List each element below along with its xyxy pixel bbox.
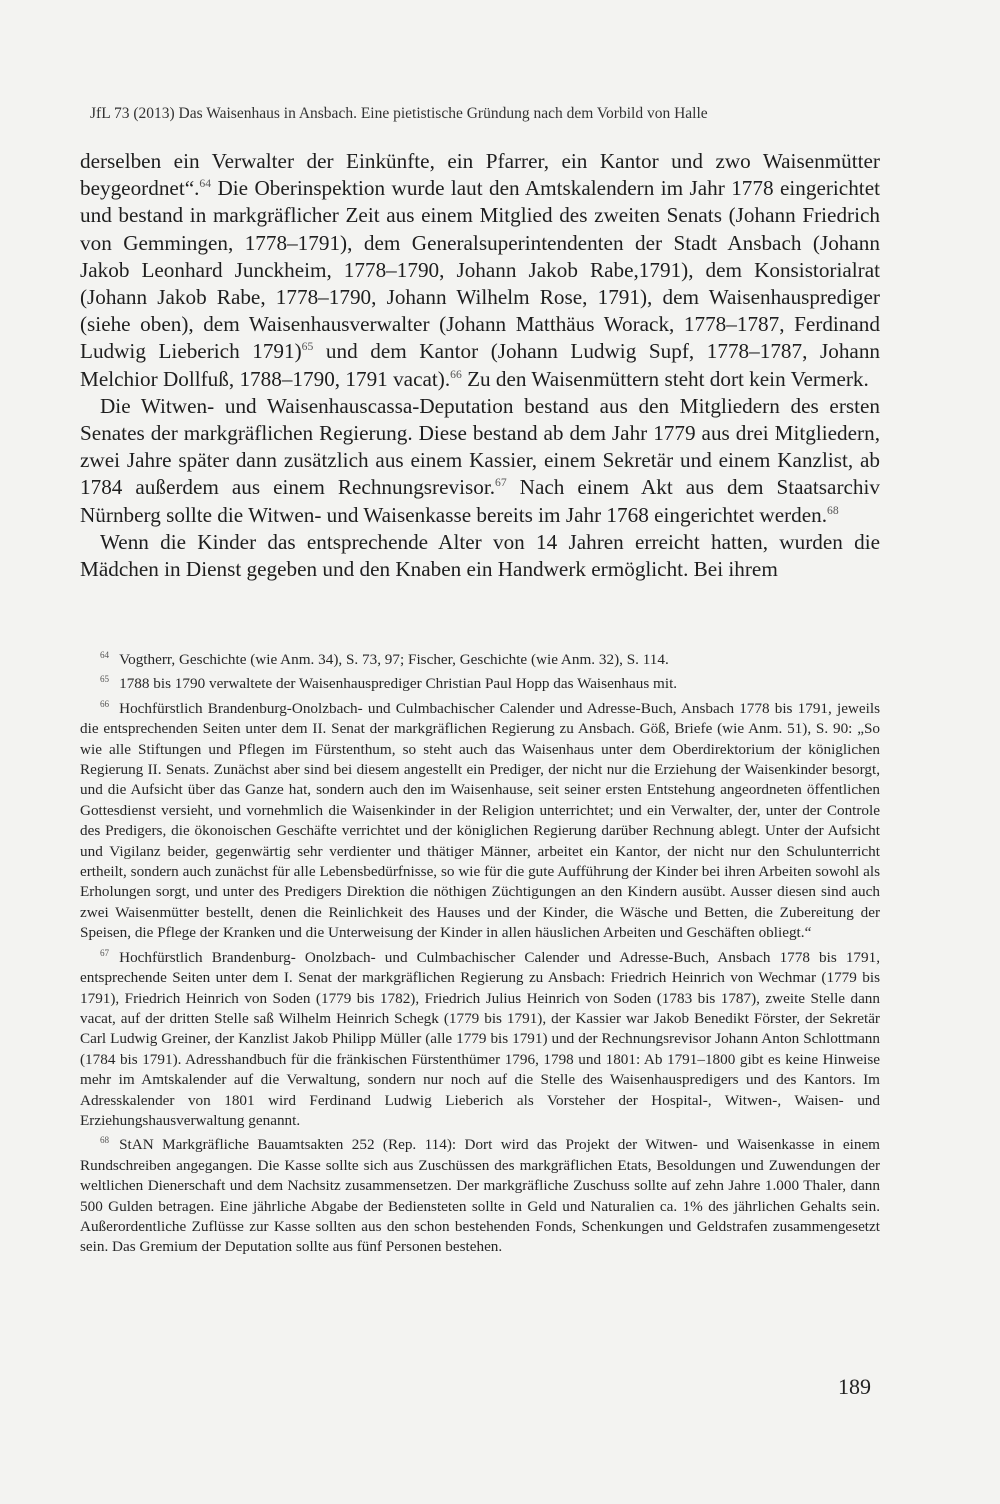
footnote-number: 65 xyxy=(100,674,110,685)
running-header: JfL 73 (2013) Das Waisenhaus in Ansbach. Eine pietistische Gründung nach dem Vorbild von Halle xyxy=(90,105,708,122)
footnote-text: StAN Markgräfliche Bauamtsakten 252 (Rep. 114): Dort wird das Projekt der Witwen- und Waisenkasse in einem Rundschreiben angegangen. Die Kasse sollte sich aus Zuschüssen des markgräflichen Etats, Besoldungen und Zuwendungen der weltlichen Dienerschaft und dem Nachsitz zusammensetzen. Der markgräfliche Zuschuss sollte auf zehn Jahre 1.000 Thaler, dann 500 Gulden betragen. Eine jährliche Abgabe der Bediensteten sollte in Geld und Naturalien ca. 1% des jährlichen Gehalts sein. Außerordentliche Zuflüsse zur Kasse sollten aus den schon bestehenden Fonds, Schenkungen und Geldstrafen zusammengesetzt sein. Das Gremium der Deputation sollte aus fünf Personen bestehen. xyxy=(80,1136,880,1256)
text-run: derselben ein Verwalter der Einkünfte, ein Pfarrer, ein Kantor und zwo Waisenmütter beygeordnet“. xyxy=(80,149,880,201)
page-number: 189 xyxy=(838,1374,871,1399)
footnote-number: 64 xyxy=(100,649,110,660)
text-run: Zu den Waisenmüttern steht dort kein Vermerk. xyxy=(461,366,869,391)
text-run: Die Witwen- und Waisenhauscassa-Deputation bestand aus den Mitgliedern des ersten Senates der markgräflichen Regierung. Diese bestand ab dem Jahr 1779 aus drei Mitgliedern, zwei Jahre später dann zusätzlich aus einem Kassier, einem Sekretär und einem Kanzlist, ab 1784 außerdem aus einem Rechnungsrevisor. xyxy=(80,393,880,500)
footnote-ref[interactable]: 68 xyxy=(827,503,839,517)
main-text xyxy=(80,148,880,583)
footnote-ref[interactable]: 67 xyxy=(495,476,507,490)
footnote xyxy=(80,650,880,670)
footnotes xyxy=(80,650,880,1262)
footnote xyxy=(80,1135,880,1257)
text-run: und dem Kantor (Johann Ludwig Supf, 1778–1787, Johann Melchior Dollfuß, 1788–1790, 1791 vacat). xyxy=(80,339,881,391)
text-run: Nach einem Akt aus dem Staatsarchiv Nürnberg sollte die Witwen- und Waisenkasse bereits im Jahr 1768 eingerichtet werden. xyxy=(80,475,880,527)
paragraph xyxy=(80,529,880,583)
footnote-text: Hochfürstlich Brandenburg- Onolzbach- und Culmbachischer Calender und Adresse-Buch, Ansbach 1778 bis 1791, entsprechende Seiten unter dem I. Senat der markgräflichen Regierung zu Ansbach: Friedrich Heinrich von Wechmar (1779 bis 1791), Friedrich Heinrich von Soden (1779 bis 1782), Friedrich Julius Heinrich von Soden (1783 bis 1787), zweite Stelle dann vacat, auf der dritten Stelle saß Wilhelm Heinrich Schegk (1779 bis 1791), der Kassier war Jakob Benedikt Förster, der Sekretär Carl Ludwig Greiner, der Kanzlist Jakob Philipp Müller (alle 1779 bis 1791) und der Rechnungsrevisor Johann Anton Schlottmann (1784 bis 1791). Adresshandbuch für die fränkischen Fürstenthümer 1796, 1798 und 1801: Ab 1791–1800 gibt es keine Hinweise mehr im Amtskalender auf die Verwaltung, sondern nur noch auf die Stelle des Waisenhauspredigers und des Kantors. Im Adresskalender von 1801 wird Ferdinand Ludwig Lieberich als Vorsteher der Hospital-, Witwen-, Waisen- und Erziehungshausverwaltung genannt. xyxy=(80,948,880,1129)
text-run: Wenn die Kinder das entsprechende Alter von 14 Jahren erreicht hatten, wurden die Mädchen in Dienst gegeben und den Knaben ein Handwerk ermöglicht. Bei ihrem xyxy=(80,529,880,582)
footnote xyxy=(80,948,880,1132)
text-run: Die Oberinspektion wurde laut den Amtskalendern im Jahr 1778 eingerichtet und bestand in markgräflicher Zeit aus einem Mitglied des zweiten Senats (Johann Friedrich von Gemmingen, 1778–1791), dem Generalsuperintendenten der Stadt Ansbach (Johann Jakob Leonhard Junckheim, 1778–1790, Johann Jakob Rabe,1791), dem Konsistorialrat (Johann Jakob Rabe, 1778–1790, Johann Wilhelm Rose, 1791), dem Waisenhausprediger (siehe oben), dem Waisenhausverwalter (Johann Matthäus Worack, 1778–1787, Ferdinand Ludwig Lieberich 1791) xyxy=(80,176,880,364)
footnote-text: Vogtherr, Geschichte (wie Anm. 34), S. 73, 97; Fischer, Geschichte (wie Anm. 32), S. 114. xyxy=(119,651,669,668)
footnote-ref[interactable]: 65 xyxy=(301,340,314,354)
footnote-text: Hochfürstlich Brandenburg-Onolzbach- und Culmbachischer Calender und Adresse-Buch, Ansbach 1778 bis 1791, jeweils die entsprechenden Seiten unter dem II. Senat der markgräflichen Regierung zu Ansbach. Göß, Briefe (wie Anm. 51), S. 90: „So wie alle Stiftungen und Pflegen im Fürstenthum, so steht auch das Waisenhaus unter dem Oberdirektorium der königlichen Regierung II. Senats. Zunächst aber sind bei diesem angestellt ein Prediger, der nicht nur die Erziehung der Waisenkinder besorgt, und die Aufsicht über das Ganze hat, sondern auch den im Waisenhause, seit seiner ersten Entstehung angeordneten öffentlichen Gottesdienst versieht, und vornehmlich die Waisenkinder in der Religion unterrichtet; und ein Verwalter, der, unter der Controle des Predigers, die ökonoischen Geschäfte verrichtet und der königlichen Regierung darüber Rechnung ablegt. Unter der Aufsicht und Vigilanz beider, gegenwärtig sehr verdienter und thätiger Männer, arbeitet ein Kantor, der nicht nur den Schulunterricht ertheilt, sondern auch zunächst für alle Lebensbedürfnisse, so wie für die gute Aufführung der Kinder bei ihren Arbeiten sowohl als Erholungen sorgt, und unter des Predigers Direktion die nöthigen Züchtigungen an den Kindern ausübt. Ausser diesen sind auch zwei Waisenmütter bestellt, denen die Reinlichkeit des Hauses und der Kinder, die Wäsche und Betten, die Zubereitung der Speisen, die Pflege der Kranken und die Unterweisung der Kinder in allen häuslichen Arbeiten und Geschäften obliegt.“ xyxy=(80,699,880,942)
footnote-number: 67 xyxy=(100,947,110,958)
paragraph xyxy=(80,148,880,393)
footnote-ref[interactable]: 64 xyxy=(199,177,212,191)
footnote-number: 68 xyxy=(100,1135,110,1146)
footnote-ref[interactable]: 66 xyxy=(450,367,462,381)
footnote xyxy=(80,674,880,694)
footnote-number: 66 xyxy=(100,698,110,709)
footnote xyxy=(80,699,880,944)
paragraph xyxy=(80,393,880,529)
footnote-text: 1788 bis 1790 verwaltete der Waisenhausprediger Christian Paul Hopp das Waisenhaus mit. xyxy=(119,675,678,693)
